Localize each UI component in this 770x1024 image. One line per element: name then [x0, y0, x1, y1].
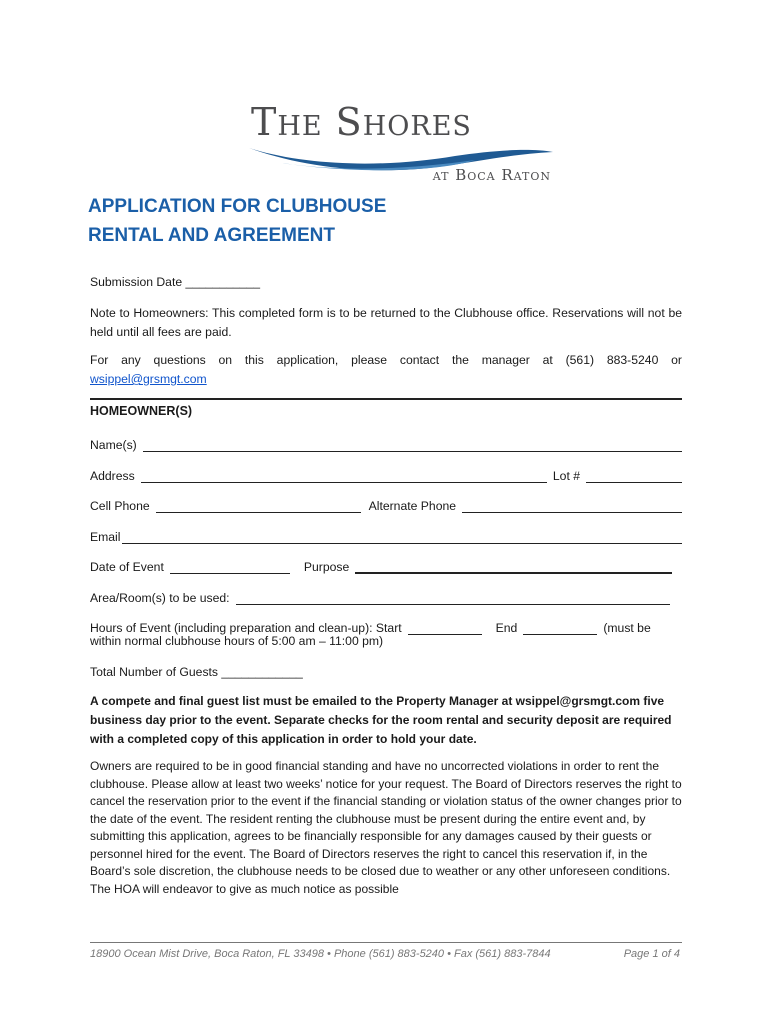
email-row — [90, 524, 682, 544]
date-of-event-label: Date of Event — [90, 560, 164, 574]
contact-email-link[interactable]: wsippel@grsmgt.com — [90, 372, 207, 386]
email-label: Email — [90, 530, 121, 544]
event-row — [90, 554, 672, 574]
area-room-label: Area/Room(s) to be used: — [90, 591, 230, 605]
hours-end-label: End — [495, 621, 518, 635]
area-room-field[interactable] — [236, 590, 670, 605]
names-field[interactable] — [143, 437, 682, 452]
note-to-homeowners: Note to Homeowners: This completed form is to be returned to the Clubhouse office. Reservations will not be held until all fees are paid. — [90, 306, 682, 339]
document-title — [88, 192, 386, 250]
logo — [245, 96, 565, 192]
purpose-field[interactable] — [355, 558, 672, 574]
hours-note: (must be — [603, 621, 651, 635]
total-guests-field[interactable]: ____________ — [221, 665, 303, 679]
address-label: Address — [90, 469, 135, 483]
title-line-1: APPLICATION FOR CLUBHOUSE — [88, 196, 387, 217]
phone-row — [90, 493, 682, 513]
hours-start-label: Hours of Event (including preparation and clean-up): Start — [90, 621, 402, 635]
total-guests-label: Total Number of Guests — [90, 665, 219, 679]
submission-date-label: Submission Date — [90, 275, 183, 289]
names-label: Name(s) — [90, 438, 137, 452]
alternate-phone-field[interactable] — [462, 498, 682, 513]
submission-date-field[interactable]: ___________ — [185, 275, 261, 289]
cell-phone-label: Cell Phone — [90, 499, 150, 513]
logo-title: The Shores — [251, 100, 472, 144]
names-row — [90, 432, 682, 452]
title-line-2: RENTAL AND AGREEMENT — [88, 225, 335, 246]
owners-paragraph: Owners are required to be in good financial standing and have no uncorrected violations in order to rent the clubhouse. Please allow at least two weeks’ notice for your request. The Board of Directors reserves the right to cancel the reservation prior to the event if the financial standing or violation status of the owner changes prior to the date of the event. The resident renting the clubhouse must be present during the entire event and, by submitting this application, agrees to be financially responsible for any damages caused by their guests or personnel hired for the event. The Board of Directors reserves the right to cancel this reservation if, in the Board’s sole discretion, the clubhouse needs to be closed due to weather or any other unforeseen conditions. The HOA will endeavor to give as much notice as possible — [90, 759, 682, 896]
address-field[interactable] — [141, 468, 547, 483]
cell-phone-field[interactable] — [156, 498, 361, 513]
section-divider — [90, 398, 682, 400]
address-row — [90, 463, 682, 483]
lot-field[interactable] — [586, 468, 682, 483]
purpose-label: Purpose — [303, 560, 350, 574]
area-room-row — [90, 585, 670, 605]
contact-text: For any questions on this application, please contact the manager at (561) 883-5240 or — [90, 353, 682, 367]
contact-email-line — [90, 370, 682, 389]
submission-date-line — [90, 273, 682, 292]
hours-line-2: within normal clubhouse hours of 5:00 am – 11:00 pm) — [90, 634, 384, 648]
alternate-phone-label: Alternate Phone — [368, 499, 457, 513]
lot-label: Lot # — [552, 469, 580, 483]
footer-divider — [90, 942, 682, 943]
section-homeowner-heading: HOMEOWNER(S) — [90, 404, 193, 418]
guest-list-notice: A compete and final guest list must be emailed to the Property Manager at wsippel@grsmgt.com five business day prior to the event. Separate checks for the room rental and security deposit are required with a completed copy of this application in order to hold your date. — [90, 694, 672, 746]
date-of-event-field[interactable] — [170, 559, 290, 574]
footer-address: 18900 Ocean Mist Drive, Boca Raton, FL 33498 • Phone (561) 883-5240 • Fax (561) 883-7844 — [90, 948, 551, 960]
logo-subtitle: at Boca Raton — [432, 166, 551, 184]
email-field[interactable] — [122, 529, 682, 544]
footer-page-number: Page 1 of 4 — [623, 948, 680, 960]
total-guests-line — [90, 663, 682, 682]
